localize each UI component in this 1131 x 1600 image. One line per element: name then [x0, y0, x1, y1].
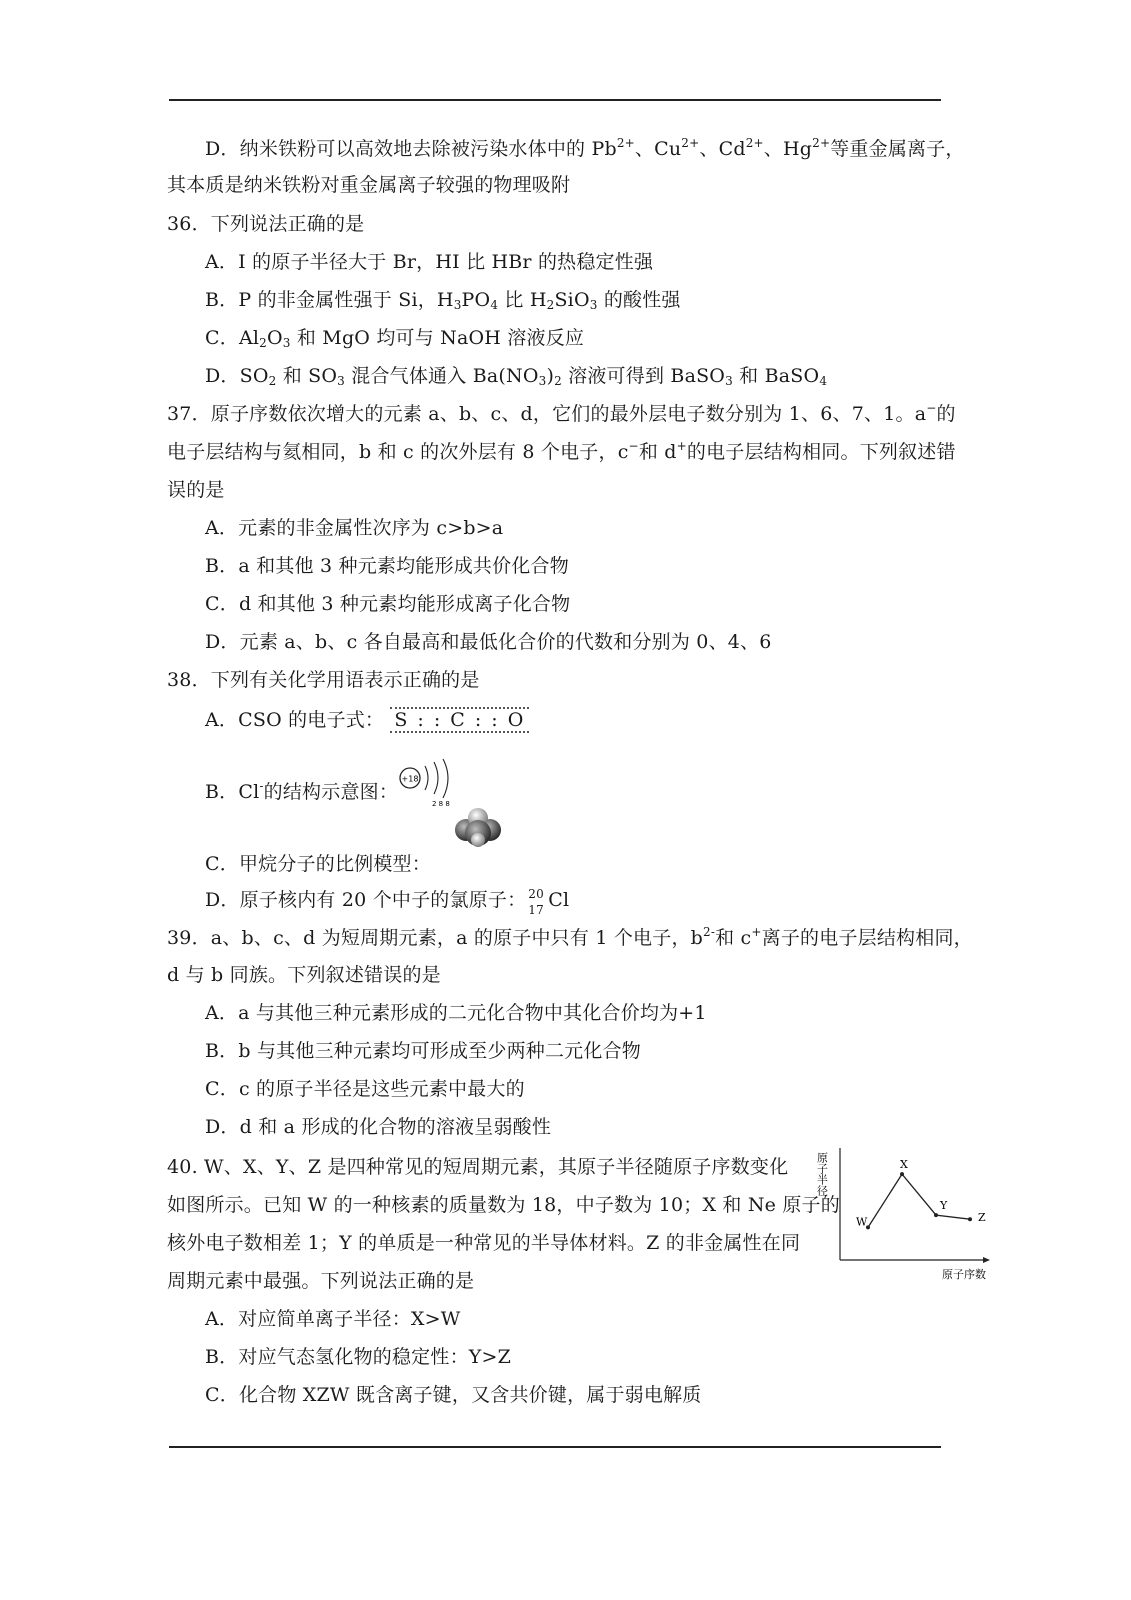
nucleus-charge-label: +18	[401, 774, 419, 784]
cso-electron-formula: S : : C : : O	[390, 707, 529, 733]
point-label-Y: Y	[940, 1199, 948, 1213]
cl-ion-structure-diagram	[398, 758, 460, 808]
data-point-Y	[934, 1213, 938, 1217]
q36-option-a: A．I 的原子半径大于 Br，HI 比 HBr 的热稳定性强	[205, 251, 654, 273]
q37-stem-line2: 电子层结构与氦相同，b 和 c 的次外层有 8 个电子，c−和 d+的电子层结构相同。下列叙述错	[167, 439, 956, 463]
q40-option-c: C．化合物 XZW 既含离子键，又含共价键，属于弱电解质	[205, 1384, 702, 1406]
nuclide-notation: 20 17	[528, 887, 544, 917]
q38-option-c: C．甲烷分子的比例模型：	[205, 853, 431, 875]
q38-option-a: A．CSO 的电子式： S : : C : : O	[205, 708, 529, 732]
q36-option-c: C．$Al_2O_3$ 和 MgO 均可与 NaOH 溶液反应	[205, 327, 585, 350]
point-label-Z: Z	[978, 1211, 986, 1225]
atomic-radius-chart	[815, 1140, 994, 1282]
q37-option-c: C．d 和其他 3 种元素均能形成离子化合物	[205, 593, 571, 615]
header-rule	[169, 99, 941, 101]
q39-option-d: D．d 和 a 形成的化合物的溶液呈弱酸性	[205, 1116, 552, 1138]
q38-option-b: B．Cl-的结构示意图：	[205, 779, 399, 803]
q40-stem-line4: 周期元素中最强。下列说法正确的是	[167, 1270, 475, 1292]
q39-stem-line1: 39．a、b、c、d 为短周期元素，a 的原子中只有 1 个电子，$b^{2-}$和 c+离子的电子层结构相同，	[167, 925, 973, 949]
q37-stem-line3: 误的是	[167, 479, 225, 501]
q37-option-b: B．a 和其他 3 种元素均能形成共价化合物	[205, 555, 569, 577]
q39-option-b: B．b 与其他三种元素均可形成至少两种二元化合物	[205, 1040, 641, 1062]
q38-option-d: D．原子核内有 20 个中子的氯原子： 20 17 Cl	[205, 887, 570, 917]
q40-stem-line1: 40. W、X、Y、Z 是四种常见的短周期元素，其原子半径随原子序数变化	[167, 1156, 789, 1178]
q40-stem-line2: 如图所示。已知 W 的一种核素的质量数为 18，中子数为 10；X 和 Ne 原子的	[167, 1194, 840, 1216]
point-label-W: W	[856, 1215, 868, 1229]
q36-option-d: D．$SO_2$ 和 $SO_3$ 混合气体通入 $Ba(NO_3)_2$ 溶液可得到 BaSO$_3$ 和 BaSO$_4$	[205, 365, 828, 388]
footer-rule	[169, 1446, 941, 1448]
data-point-Z	[968, 1217, 972, 1221]
data-point-X	[900, 1172, 904, 1176]
radius-series-line	[868, 1174, 970, 1227]
q39-option-a: A．a 与其他三种元素形成的二元化合物中其化合价均为+1	[205, 1002, 707, 1024]
methane-space-filling-model	[452, 806, 504, 848]
q40-stem-line3: 核外电子数相差 1；Y 的单质是一种常见的半导体材料。Z 的非金属性在同	[167, 1232, 801, 1254]
q35-option-d-line2: 其本质是纳米铁粉对重金属离子较强的物理吸附	[167, 174, 571, 196]
chart-xlabel: 原子序数	[942, 1268, 986, 1281]
chart-ylabel: 原子半径	[815, 1152, 829, 1196]
q38-stem: 38．下列有关化学用语表示正确的是	[167, 669, 480, 691]
q39-option-c: C．c 的原子半径是这些元素中最大的	[205, 1078, 525, 1100]
q40-option-b: B．对应气态氢化物的稳定性：Y>Z	[205, 1346, 512, 1368]
x-axis-arrow	[983, 1257, 990, 1263]
q37-option-a: A．元素的非金属性次序为 c>b>a	[205, 517, 504, 539]
q39-stem-line2: d 与 b 同族。下列叙述错误的是	[167, 964, 441, 986]
q37-stem-line1: 37．原子序数依次增大的元素 a、b、c、d，它们的最外层电子数分别为 1、6、7、1。a−的	[167, 401, 956, 425]
shell-electron-label: 2 8 8	[432, 800, 450, 808]
q35-option-d-line1: D．纳米铁粉可以高效地去除被污染水体中的 $Pb^{2+}$、$Cu^{2+}$、$Cd^{2+}$、$Hg^{2+}$等重金属离子，	[205, 136, 965, 160]
point-label-X: X	[900, 1158, 908, 1172]
q37-option-d: D．元素 a、b、c 各自最高和最低化合价的代数和分别为 0、4、6	[205, 631, 772, 653]
q36-stem: 36．下列说法正确的是	[167, 213, 365, 235]
q36-option-b: B．P 的非金属性强于 Si，$H_3PO_4$ 比 $H_2SiO_3$ 的酸性强	[205, 289, 681, 312]
q40-option-a: A．对应简单离子半径：X>W	[205, 1308, 461, 1330]
